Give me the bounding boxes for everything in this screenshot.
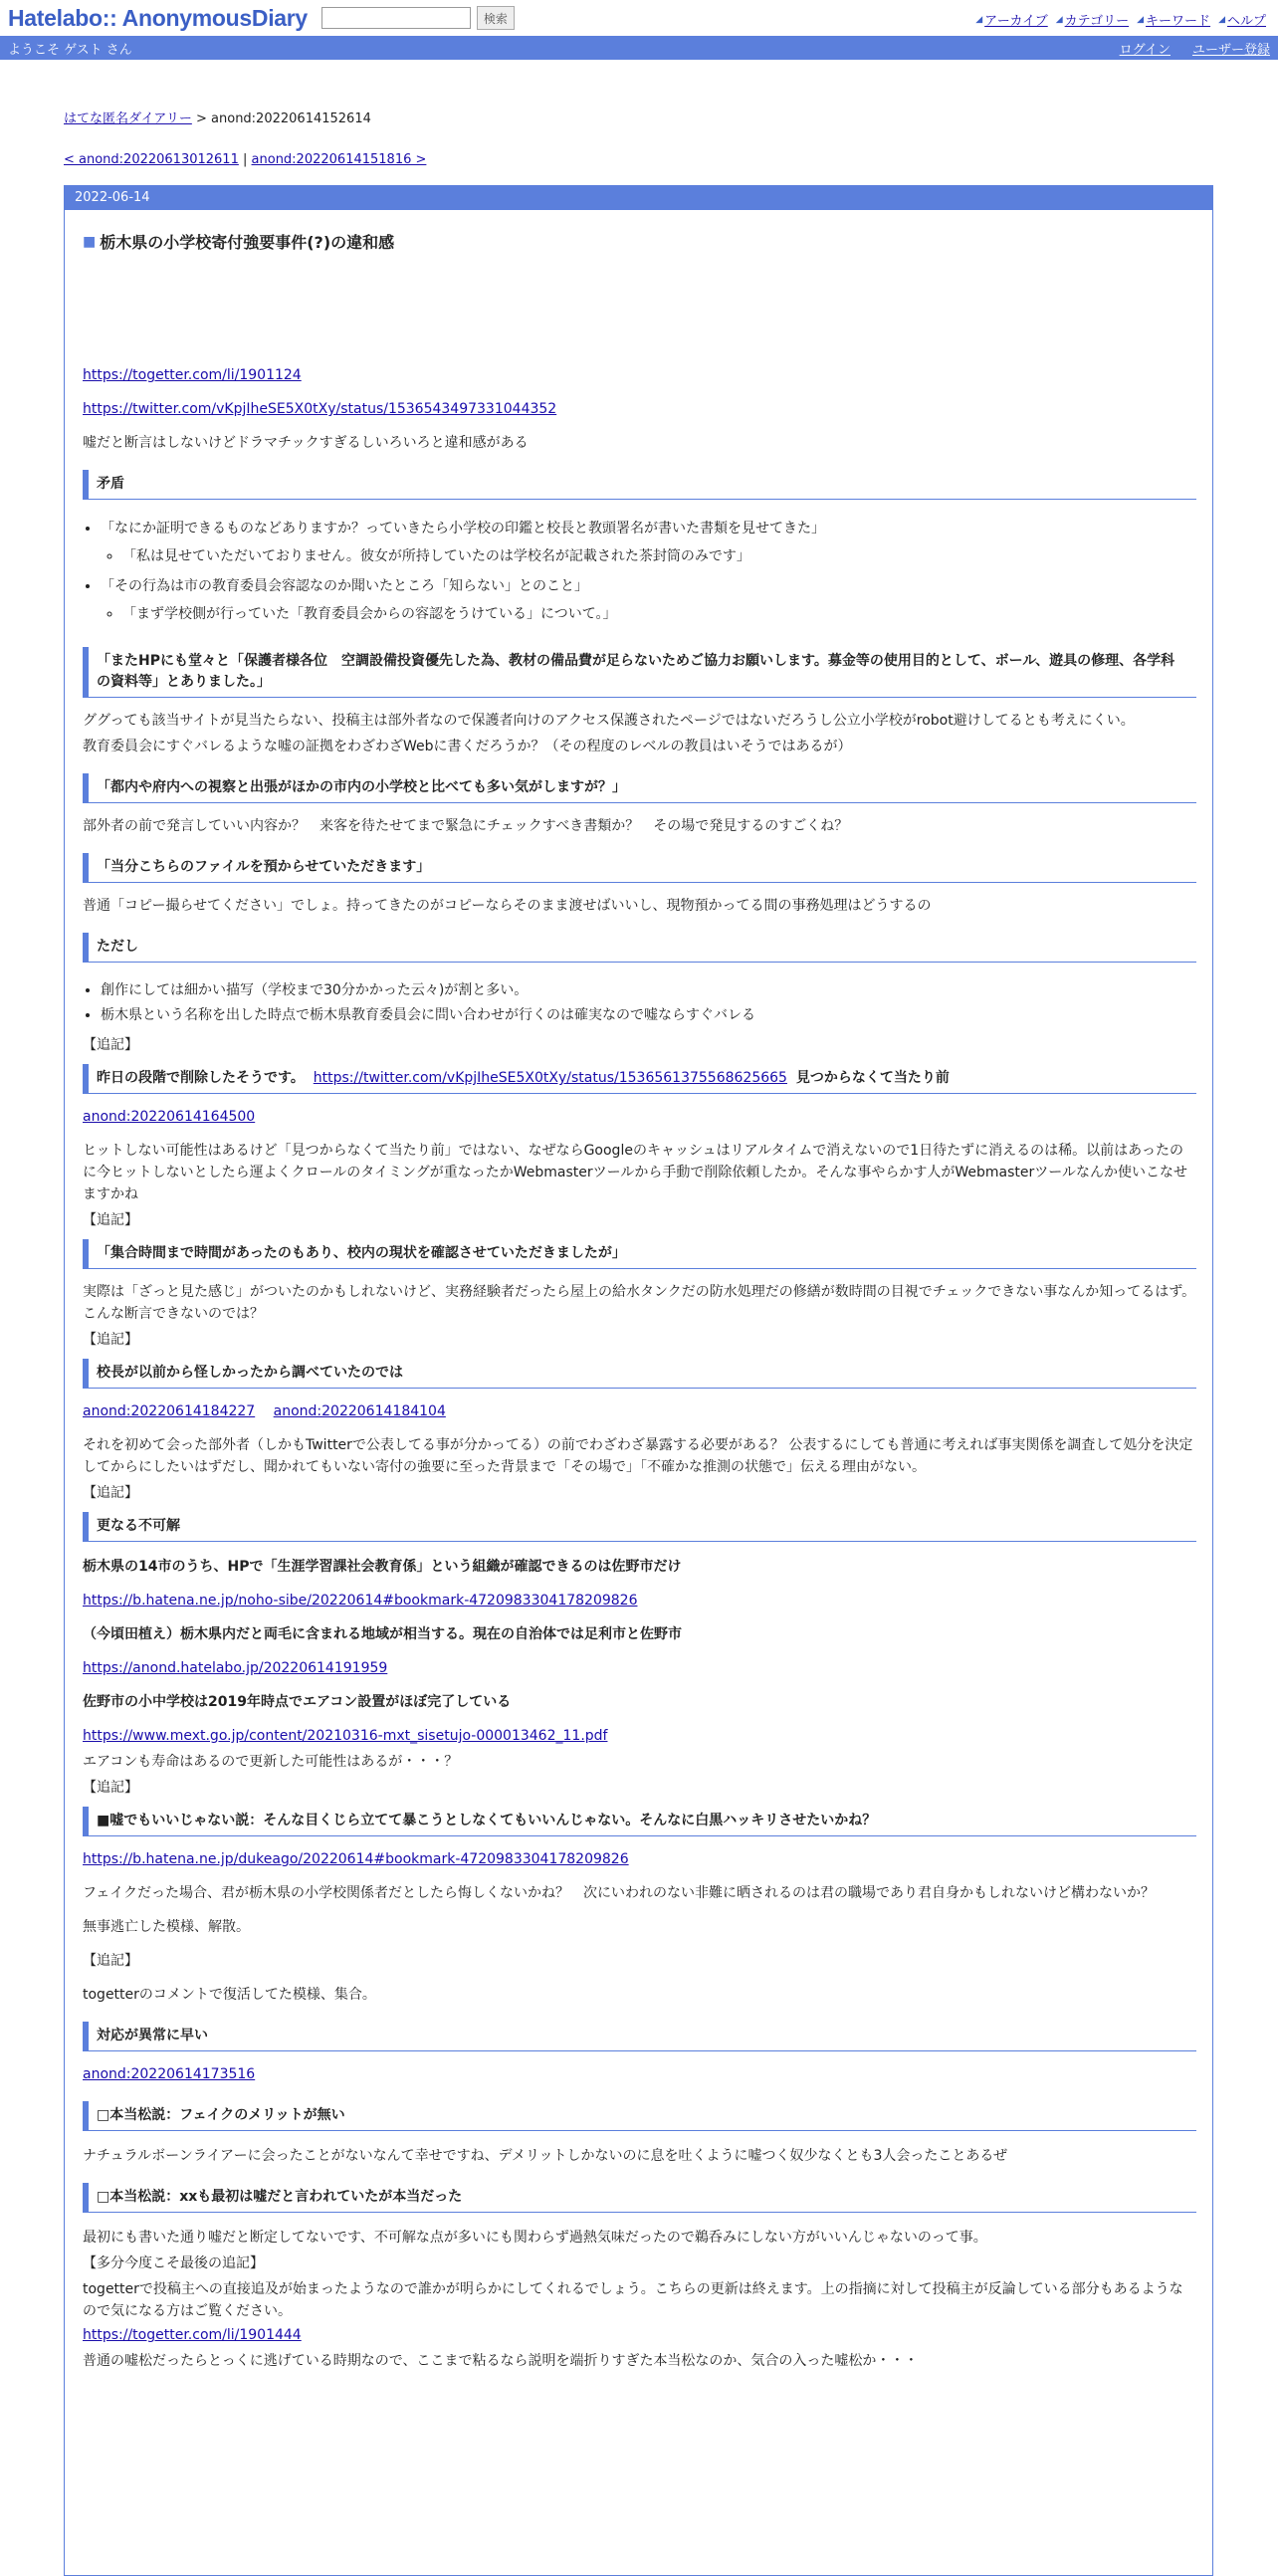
next-entry-link[interactable]: anond:20220614151816 > bbox=[251, 152, 427, 167]
section-heading: □本当松説：フェイクのメリットが無い bbox=[83, 2101, 1196, 2131]
bold-paragraph: 佐野市の小中学校は2019年時点でエアコン設置がほぼ完了している bbox=[83, 1694, 512, 1710]
triangle-icon: ◢ bbox=[1055, 14, 1063, 25]
sub-list bbox=[101, 601, 1196, 627]
triangle-icon: ◢ bbox=[1137, 14, 1145, 25]
site-logo[interactable]: Hatelabo:: AnonymousDiary bbox=[8, 4, 308, 31]
link-paragraph bbox=[83, 1106, 1196, 1128]
paragraph: togetterで投稿主への直接追及が始まったようなので誰かが明らかにしてくれるでしょう。こちらの更新は終えます。上の指摘に対して投稿主が反論している部分もあるようなので気になる方はご覧ください。 bbox=[83, 2281, 1183, 2319]
section-heading: 「集合時間まで時間があったのもあり、校内の現状を確認させていただきましたが」 bbox=[83, 1239, 1196, 1269]
anond-link[interactable]: anond:20220614164500 bbox=[83, 1109, 256, 1125]
breadcrumb-current: anond:20220614152614 bbox=[211, 111, 371, 126]
section-heading: 更なる不可解 bbox=[83, 1512, 1196, 1542]
addendum-label: 【追記】 bbox=[83, 1485, 138, 1501]
list-item-text: 「なにか証明できるものなどありますか？っていきたら小学校の印鑑と校長と教頭署名が書いた書類を見せてきた」 bbox=[101, 521, 825, 537]
section-heading bbox=[83, 1064, 1196, 1094]
hatena-bookmark-link[interactable]: https://b.hatena.ne.jp/dukeago/20220614#bookmark-4720983304178209826 bbox=[83, 1851, 629, 1867]
togetter-link[interactable]: https://togetter.com/li/1901444 bbox=[83, 2327, 302, 2343]
nav-help-link[interactable]: ヘルプ bbox=[1226, 14, 1266, 29]
anond-link[interactable]: https://anond.hatelabo.jp/20220614191959 bbox=[83, 1660, 388, 1676]
sub-list bbox=[101, 543, 1196, 569]
user-links bbox=[1120, 39, 1270, 58]
paragraph: 教育委員会にすぐバレるような嘘の証拠をわざわざWebに書くだろうか？（その程度のレベルの教員はいそうではあるが） bbox=[83, 739, 852, 754]
contradiction-list bbox=[83, 516, 1196, 627]
list-item: • 栃木県という名称を出した時点で栃木県教育委員会に問い合わせが行くのは確実なので嘘ならすぐバレる bbox=[101, 1003, 1196, 1028]
paragraph: ナチュラルボーンライアーに会ったことがないなんて幸せですね、デメリットしかないのに息を吐くように嘘つく奴少なくとも3人会ったことあるぜ bbox=[83, 2148, 1007, 2164]
paragraph: それを初めて会った部外者（しかもTwitterで公表してる事が分かってる）の前でわざわざ暴露する必要がある？ 公表するにしても普通に考えれば事実関係を調査して処分を決定してからにしたいはずだし、聞かれてもいない寄付の強要に至った背景まで「その場で」「不確かな推測の状態で」伝える理由がない。 bbox=[83, 1437, 1193, 1475]
link-paragraph bbox=[83, 1848, 1196, 1870]
paragraph: フェイクだった場合、君が栃木県の小学校関係者だとしたら悔しくないかね？ 次にいわれのない非難に晒されるのは君の職場であり君自身かもしれないけど構わないか？ bbox=[83, 1885, 1156, 1901]
anond-link[interactable]: anond:20220614184104 bbox=[273, 1403, 446, 1419]
top-nav bbox=[975, 10, 1266, 29]
addendum-label: 【追記】 bbox=[83, 1332, 138, 1348]
triangle-icon: ◢ bbox=[1218, 14, 1225, 25]
triangle-icon: ◢ bbox=[975, 14, 983, 25]
addendum-label: 【多分今度こそ最後の追記】 bbox=[83, 2255, 264, 2271]
twitter-link[interactable]: https://twitter.com/vKpjIheSE5X0tXy/status/1536543497331044352 bbox=[83, 401, 557, 417]
togetter-link[interactable]: https://togetter.com/li/1901124 bbox=[83, 367, 302, 383]
list-item bbox=[101, 573, 1196, 627]
nav-help[interactable] bbox=[1218, 10, 1266, 29]
heading-text: 昨日の段階で削除したそうです。 bbox=[97, 1070, 305, 1086]
list-item-text: 「その行為は市の教育委員会容認なのか聞いたところ「知らない」とのこと」 bbox=[101, 578, 588, 594]
section-heading: 校長が以前から怪しかったから調べていたのでは bbox=[83, 1359, 1196, 1389]
link-paragraph bbox=[83, 2324, 1196, 2346]
search-form bbox=[321, 6, 515, 30]
section-heading: 「当分こちらのファイルを預からせていただきます」 bbox=[83, 853, 1196, 883]
section-heading: 矛盾 bbox=[83, 470, 1196, 500]
prev-entry-link[interactable]: < anond:20220613012611 bbox=[64, 152, 239, 167]
bold-paragraph: （今頃田植え）栃木県内だと両毛に含まれる地域が相当する。現在の自治体では足利市と佐野市 bbox=[83, 1626, 682, 1642]
addendum-label: 【追記】 bbox=[83, 1212, 138, 1228]
paragraph: 部外者の前で発言していい内容か？ 来客を待たせてまで緊急にチェックすべき書類か？ その場で発見するのすごくね？ bbox=[83, 818, 849, 834]
hatena-bookmark-link[interactable]: https://b.hatena.ne.jp/noho-sibe/20220614#bookmark-4720983304178209826 bbox=[83, 1593, 638, 1609]
register-link[interactable]: ユーザー登録 bbox=[1191, 42, 1270, 58]
link-paragraph bbox=[83, 2063, 1196, 2085]
entry-body bbox=[65, 230, 1212, 2372]
entry-title bbox=[83, 230, 1196, 253]
site-header bbox=[0, 0, 1278, 36]
section-heading: ただし bbox=[83, 933, 1196, 963]
breadcrumb-home[interactable]: はてな匿名ダイアリー bbox=[64, 111, 192, 126]
paragraph: ググっても該当サイトが見当たらない、投稿主は部外者なので保護者向けのアクセス保護されたページではないだろうし公立小学校がrobot避けしてるとも考えにくい。 bbox=[83, 713, 1135, 729]
main-content bbox=[0, 107, 1278, 2576]
entry-title-text: 栃木県の小学校寄付強要事件(?)の違和感 bbox=[100, 233, 395, 252]
addendum-label: 【追記】 bbox=[83, 1780, 138, 1796]
paragraph: 普通の嘘松だったらとっくに逃げている時期なので、ここまで粘るなら説明を端折りすぎた本当松なのか、気合の入った嘘松か・・・ bbox=[83, 2353, 919, 2369]
link-paragraph bbox=[83, 1657, 1196, 1679]
section-heading: 「都内や府内への視察と出張がほかの市内の小学校と比べても多い気がしますが？」 bbox=[83, 773, 1196, 803]
embed-placeholder bbox=[83, 253, 1196, 352]
addendum-label: 【追記】 bbox=[83, 1953, 138, 1969]
list-item: ◦ 「私は見せていただいておりません。彼女が所持していたのは学校名が記載された茶封筒のみです」 bbox=[122, 543, 1196, 569]
link-paragraph bbox=[83, 398, 1196, 420]
nav-archive-link[interactable]: アーカイブ bbox=[984, 14, 1048, 29]
nav-keyword[interactable] bbox=[1137, 10, 1210, 29]
section-heading: □本当松説：xxも最初は嘘だと言われていたが本当だった bbox=[83, 2183, 1196, 2213]
bold-paragraph: 栃木県の14市のうち、HPで「生涯学習課社会教育係」という組織が確認できるのは佐野市だけ bbox=[83, 1559, 682, 1575]
paragraph: 実際は「ざっと見た感じ」がついたのかもしれないけど、実務経験者だったら屋上の給水タンクだの防水処理だの修繕が数時間の目視でチェックできない事なんか知ってるはず。こんな断言できないのでは？ bbox=[83, 1284, 1196, 1322]
anond-link[interactable]: anond:20220614173516 bbox=[83, 2066, 256, 2082]
addendum-label: 【追記】 bbox=[83, 1037, 138, 1053]
link-paragraph bbox=[83, 1400, 1196, 1422]
square-icon[interactable]: ■ bbox=[83, 233, 97, 250]
list-item bbox=[101, 516, 1196, 569]
nav-keyword-link[interactable]: キーワード bbox=[1146, 14, 1211, 29]
paragraph: togetterのコメントで復活してた模様、集合。 bbox=[83, 1987, 376, 2003]
nav-category-link[interactable]: カテゴリー bbox=[1064, 14, 1130, 29]
nav-archive[interactable] bbox=[975, 10, 1048, 29]
pager bbox=[64, 152, 1213, 167]
paragraph: 普通「コピー撮らせてください」でしょ。持ってきたのがコピーならそのまま渡せばいいし、現物預かってる間の事務処理はどうするの bbox=[83, 898, 932, 914]
list-item: ◦ 「まず学校側が行っていた「教育委員会からの容認をうけている」について。」 bbox=[122, 601, 1196, 627]
list-item: • 創作にしては細かい描写（学校まで30分かかった云々)が割と多い。 bbox=[101, 978, 1196, 1003]
paragraph: 嘘だと断言はしないけどドラマチックすぎるしいろいろと違和感がある bbox=[83, 435, 529, 451]
link-paragraph bbox=[83, 1590, 1196, 1611]
breadcrumb bbox=[64, 107, 1213, 126]
breadcrumb-separator: > bbox=[195, 111, 207, 126]
link-paragraph bbox=[83, 364, 1196, 386]
paragraph: エアコンも寿命はあるので更新した可能性はあるが・・・？ bbox=[83, 1754, 459, 1770]
link-paragraph bbox=[83, 1725, 1196, 1747]
section-heading: ■嘘でもいいじゃない説：そんな目くじら立てて暴こうとしなくてもいいんじゃない。そんなに白黒ハッキリさせたいかね？ bbox=[83, 1807, 1196, 1836]
twitter-status-link[interactable]: https://twitter.com/vKpjIheSE5X0tXy/status/1536561375568625665 bbox=[313, 1070, 787, 1086]
nav-category[interactable] bbox=[1056, 10, 1129, 29]
pager-separator: | bbox=[243, 152, 248, 167]
day-section bbox=[64, 185, 1213, 2576]
welcome-text: ようこそ ゲスト さん bbox=[8, 42, 132, 58]
search-input[interactable] bbox=[321, 7, 471, 29]
anond-link[interactable]: anond:20220614184227 bbox=[83, 1403, 256, 1419]
section-heading: 対応が異常に早い bbox=[83, 2022, 1196, 2051]
login-link[interactable]: ログイン bbox=[1119, 42, 1171, 58]
paragraph: ヒットしない可能性はあるけど「見つからなくて当たり前」ではない、なぜならGoogleのキャッシュはリアルタイムで消えないので1日待たずに消えるのは稀。以前はあったのに今ヒットしないとしたら運よくクロールのタイミングが重なったかWebmasterツールから手動で削除依頼したか。そんな事やらかす人がWebmasterツールなんか使いこなせますかね bbox=[83, 1143, 1187, 1202]
caveat-list bbox=[83, 978, 1196, 1028]
paragraph: 最初にも書いた通り嘘だと断定してないです、不可解な点が多いにも関わらず過熱気味だったので鵜呑みにしない方がいいんじゃないのって事。 bbox=[83, 2230, 987, 2246]
user-bar bbox=[0, 36, 1278, 60]
paragraph: 無事逃亡した模様、解散。 bbox=[83, 1919, 250, 1935]
day-date: 2022-06-14 bbox=[65, 186, 1212, 210]
mext-pdf-link[interactable]: https://www.mext.go.jp/content/20210316-mxt_sisetujo-000013462_11.pdf bbox=[83, 1728, 608, 1744]
heading-text: 見つからなくて当たり前 bbox=[795, 1070, 950, 1086]
section-heading: 「またHPにも堂々と「保護者様各位 空調設備投資優先した為、教材の備品費が足らないためご協力お願いします。募金等の使用目的として、ボール、遊具の修理、各学科の資料等」とありました。」 bbox=[83, 647, 1196, 698]
search-button[interactable]: 検索 bbox=[477, 6, 515, 30]
